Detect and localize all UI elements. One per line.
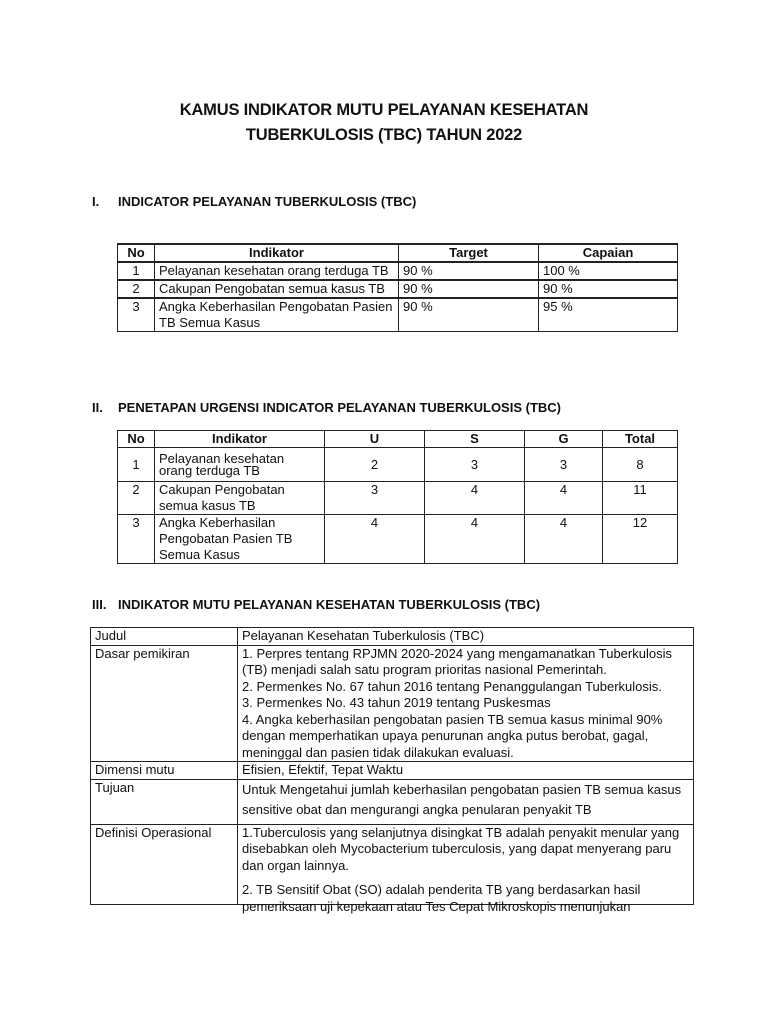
- column-header: Indikator: [155, 431, 325, 448]
- table-row: [91, 762, 694, 780]
- section-1-number: I.: [92, 194, 100, 209]
- indicator-profile-table: [90, 627, 694, 914]
- list-item: 3. Permenkes No. 43 tahun 2019 tentang Puskesmas: [242, 695, 551, 710]
- table-header-row: [118, 431, 678, 448]
- cell-indikator: Pelayanan kesehatan orang terduga TB: [155, 448, 325, 482]
- table-header-row: [118, 244, 678, 262]
- cell-indikator: Angka Keberhasilan Pengobatan Pasien TB Semua Kasus: [155, 298, 399, 332]
- row-label: Judul: [91, 628, 238, 646]
- cell-indikator: Angka Keberhasilan Pengobatan Pasien TB Semua Kasus: [155, 515, 325, 564]
- cell-g: 4: [525, 482, 603, 515]
- cell-no: 1: [118, 262, 155, 280]
- cell-total: 8: [603, 448, 678, 482]
- cell-indikator: Cakupan Pengobatan semua kasus TB: [155, 280, 399, 298]
- column-header: G: [525, 431, 603, 448]
- list-item: 1. Perpres tentang RPJMN 2020-2024 yang mengamanatkan Tuberkulosis (TB) menjadi salah satu program prioritas nasional Pemerintah.: [242, 645, 672, 677]
- table-row: [91, 645, 694, 762]
- table-row: [91, 824, 694, 905]
- cell-u: 3: [325, 482, 425, 515]
- cell-target: 90 %: [399, 280, 539, 298]
- table-row: [118, 280, 678, 298]
- row-value: [238, 824, 694, 914]
- section-3-title: INDIKATOR MUTU PELAYANAN KESEHATAN TUBERKULOSIS (TBC): [118, 597, 541, 612]
- cell-s: 4: [425, 482, 525, 515]
- cell-no: 1: [118, 448, 155, 482]
- cell-total: 11: [603, 482, 678, 515]
- table-row: [91, 779, 694, 824]
- table-row: [118, 262, 678, 280]
- cell-u: 2: [325, 448, 425, 482]
- urgency-table: [117, 430, 678, 564]
- cell-no: 2: [118, 482, 155, 515]
- table-row: [91, 628, 694, 646]
- row-value: Pelayanan Kesehatan Tuberkulosis (TBC): [238, 628, 694, 646]
- column-header: U: [325, 431, 425, 448]
- row-label: Dasar pemikiran: [91, 645, 238, 762]
- cell-s: 3: [425, 448, 525, 482]
- cell-capaian: 100 %: [539, 262, 678, 280]
- cell-capaian: 95 %: [539, 298, 678, 332]
- cell-indikator: Pelayanan kesehatan orang terduga TB: [155, 262, 399, 280]
- cell-u: 4: [325, 515, 425, 564]
- section-2-heading: [92, 400, 561, 415]
- section-1-title: INDICATOR PELAYANAN TUBERKULOSIS (TBC): [118, 194, 417, 209]
- section-3-heading: [92, 597, 540, 612]
- cell-no: 3: [118, 515, 155, 564]
- truncated-text: [242, 882, 689, 914]
- document-title-line1: KAMUS INDIKATOR MUTU PELAYANAN KESEHATAN: [179, 101, 589, 119]
- list-item: 1.Tuberculosis yang selanjutnya disingkat TB adalah penyakit menular yang disebabkan oleh Mycobacterium tuberculosis, yang dapat menyerang paru dan organ lainnya.: [242, 824, 680, 873]
- cell-total: 12: [603, 515, 678, 564]
- table-row: [118, 515, 678, 564]
- cell-s: 4: [425, 515, 525, 564]
- row-label: Dimensi mutu: [91, 762, 238, 780]
- cell-capaian: 90 %: [539, 280, 678, 298]
- row-value: [238, 645, 694, 762]
- section-3-number: III.: [92, 597, 107, 612]
- column-header: Capaian: [539, 244, 678, 262]
- row-label: Tujuan: [91, 779, 238, 824]
- column-header: Target: [399, 244, 539, 262]
- section-1-heading: [92, 194, 416, 209]
- section-2-title: PENETAPAN URGENSI INDICATOR PELAYANAN TUBERKULOSIS (TBC): [118, 400, 561, 415]
- cell-no: 2: [118, 280, 155, 298]
- document-title-line2: TUBERKULOSIS (TBC) TAHUN 2022: [245, 126, 523, 144]
- cell-g: 3: [525, 448, 603, 482]
- column-header: No: [118, 431, 155, 448]
- row-label: Definisi Operasional: [91, 824, 238, 905]
- table-row: [118, 448, 678, 482]
- cell-no: 3: [118, 298, 155, 332]
- cell-target: 90 %: [399, 298, 539, 332]
- list-item: 4. Angka keberhasilan pengobatan pasien TB semua kasus minimal 90% dengan memperhatikan upaya penurunan angka putus berobat, gagal, meninggal dan pasien tidak dilakukan evaluasi.: [242, 711, 663, 760]
- row-value: Efisien, Efektif, Tepat Waktu: [238, 762, 694, 780]
- cell-indikator: Cakupan Pengobatan semua kasus TB: [155, 482, 325, 515]
- indicator-table: [117, 243, 678, 332]
- list-item: 2. Permenkes No. 67 tahun 2016 tentang Penanggulangan Tuberkulosis.: [242, 678, 662, 694]
- list-item: 2. TB Sensitif Obat (SO) adalah penderita TB yang berdasarkan hasil pemeriksaan uji kepekaan atau Tes Cepat Mikroskopis menunjukan: [242, 882, 641, 914]
- column-header: No: [118, 244, 155, 262]
- cell-g: 4: [525, 515, 603, 564]
- table-row: [118, 482, 678, 515]
- row-value: Untuk Mengetahui jumlah keberhasilan pengobatan pasien TB semua kasus sensitive obat dan mengurangi angka penularan penyakit TB: [238, 779, 694, 824]
- column-header: S: [425, 431, 525, 448]
- column-header: Total: [603, 431, 678, 448]
- section-2-number: II.: [92, 400, 103, 415]
- cell-target: 90 %: [399, 262, 539, 280]
- column-header: Indikator: [155, 244, 399, 262]
- table-row: [118, 298, 678, 332]
